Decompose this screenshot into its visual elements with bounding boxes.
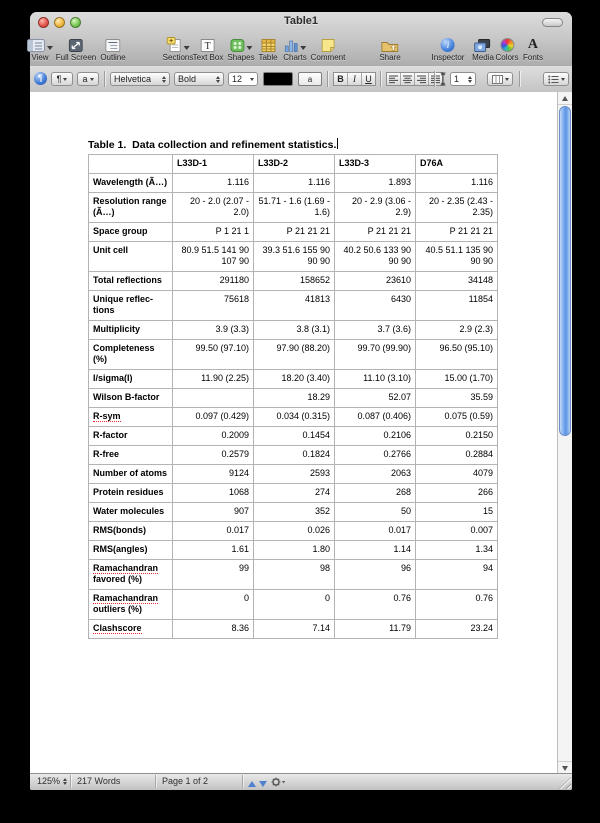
stepper-icon: [216, 76, 220, 83]
table-cell[interactable]: 1.80: [254, 541, 335, 560]
table-cell[interactable]: 96: [335, 560, 416, 590]
toolbar-item-media[interactable]: [472, 34, 494, 62]
table-row: [89, 446, 498, 465]
row-label[interactable]: R-factor: [89, 427, 173, 446]
word-count: 217 Words: [77, 776, 121, 786]
table-cell[interactable]: 0.76: [335, 590, 416, 620]
table-cell[interactable]: 18.29: [254, 389, 335, 408]
row-label[interactable]: R-free: [89, 446, 173, 465]
table-cell[interactable]: 1.116: [416, 174, 498, 193]
table-row: [89, 484, 498, 503]
row-label[interactable]: Wilson B-factor: [89, 389, 173, 408]
table-cell[interactable]: 0: [173, 590, 254, 620]
text-cursor: [337, 138, 338, 149]
colors-icon: [500, 38, 514, 52]
row-label[interactable]: Completeness (%): [89, 340, 173, 370]
row-label[interactable]: Ramachandran favored (%): [89, 560, 173, 590]
row-label[interactable]: [89, 620, 173, 639]
table-cell[interactable]: 39.3 51.6 155 90 90 90: [254, 242, 335, 272]
chevron-down-icon: [561, 78, 565, 81]
toolbar-item-view[interactable]: [27, 34, 53, 62]
table-cell[interactable]: 0.2579: [173, 446, 254, 465]
table-row: [89, 560, 498, 590]
document-heading[interactable]: [88, 138, 338, 151]
paragraph-format-button[interactable]: ¶: [34, 72, 47, 85]
toolbar-item-label: Shapes: [227, 53, 255, 62]
svg-text:T: T: [204, 41, 212, 52]
typeface-select[interactable]: [174, 72, 224, 86]
row-label[interactable]: RMS(bonds): [89, 522, 173, 541]
table-header-row: [89, 155, 498, 174]
table-cell[interactable]: 158652: [254, 272, 335, 291]
fonts-icon: A: [527, 37, 539, 52]
toolbar-item-charts[interactable]: [283, 34, 307, 62]
table-row: [89, 340, 498, 370]
table-row: [89, 427, 498, 446]
bold-button[interactable]: B: [334, 73, 348, 85]
share-icon: [381, 39, 398, 52]
arrow-down-icon: [562, 766, 568, 771]
table-row: [89, 503, 498, 522]
toolbar-item-label: Share: [379, 53, 401, 62]
table-row: [89, 590, 498, 620]
document-canvas: [30, 92, 572, 774]
toolbar-item-label: Fonts: [522, 53, 544, 62]
table-cell[interactable]: 9124: [173, 465, 254, 484]
table-cell[interactable]: 268: [335, 484, 416, 503]
heading-text: Table 1. Data collection and refinement statistics.: [88, 139, 337, 151]
page-indicator: Page 1 of 2: [162, 776, 209, 786]
textbox-icon: [201, 39, 215, 52]
toolbar-item-label: Colors: [495, 53, 519, 62]
row-label[interactable]: Wavelength (Ã…): [89, 174, 173, 193]
divider: [327, 71, 328, 87]
divider: [434, 71, 435, 87]
table-cell[interactable]: 35.59: [416, 389, 498, 408]
table-cell[interactable]: 0.1454: [254, 427, 335, 446]
toolbar-item-full-screen[interactable]: [56, 34, 96, 62]
title-bar[interactable]: [30, 12, 572, 32]
table-cell[interactable]: 11854: [416, 291, 498, 321]
column-header[interactable]: L33D-3: [335, 155, 416, 174]
table-cell[interactable]: 52.07: [335, 389, 416, 408]
toolbar-item-shapes[interactable]: [227, 34, 254, 62]
row-label[interactable]: Multiplicity: [89, 321, 173, 340]
misspelled-word: Ramachandran: [93, 593, 159, 603]
table-cell[interactable]: 352: [254, 503, 335, 522]
table-row: [89, 272, 498, 291]
toolbar-item-inspector[interactable]: [432, 34, 465, 62]
table-cell[interactable]: 3.7 (3.6): [335, 321, 416, 340]
table-cell[interactable]: 1068: [173, 484, 254, 503]
media-icon: [474, 39, 491, 52]
table-cell[interactable]: 80.9 51.5 141 90 107 90: [173, 242, 254, 272]
row-label[interactable]: RMS(angles): [89, 541, 173, 560]
table-cell[interactable]: P 21 21 21: [335, 223, 416, 242]
table-cell[interactable]: 0.026: [254, 522, 335, 541]
chevron-down-icon: [47, 46, 53, 50]
table-cell[interactable]: 34148: [416, 272, 498, 291]
table-cell[interactable]: 0: [254, 590, 335, 620]
table-cell[interactable]: 1.116: [173, 174, 254, 193]
row-label[interactable]: Space group: [89, 223, 173, 242]
table-cell[interactable]: 1.34: [416, 541, 498, 560]
table-cell[interactable]: 97.90 (88.20): [254, 340, 335, 370]
table-cell[interactable]: 274: [254, 484, 335, 503]
bold-italic-underline-group: [333, 72, 376, 86]
table-cell[interactable]: 20 - 2.0 (2.07 - 2.0): [173, 193, 254, 223]
table-cell[interactable]: 3.8 (3.1): [254, 321, 335, 340]
table-cell[interactable]: 0.017: [173, 522, 254, 541]
toolbar: [30, 32, 572, 66]
table-cell[interactable]: 18.20 (3.40): [254, 370, 335, 389]
zoom-stepper[interactable]: [63, 778, 67, 785]
outline-icon: [105, 39, 120, 52]
paragraph-style-label: ¶: [56, 74, 62, 84]
view-icon: [27, 39, 45, 52]
sections-icon: [167, 37, 182, 52]
toolbar-item-sections[interactable]: [163, 34, 194, 62]
table-row: [89, 620, 498, 639]
table-cell[interactable]: 15.00 (1.70): [416, 370, 498, 389]
arrow-up-icon: [248, 781, 256, 787]
misspelled-word: Ramachandran: [93, 563, 159, 573]
divider: [380, 71, 381, 87]
status-gear-menu[interactable]: [271, 777, 285, 787]
table-cell[interactable]: 75618: [173, 291, 254, 321]
toolbar-item-label: Comment: [310, 53, 346, 62]
charts-icon: [284, 39, 298, 52]
window-chrome: [30, 12, 572, 67]
table-cell[interactable]: 0.034 (0.315): [254, 408, 335, 427]
table-row: [89, 193, 498, 223]
table-row: [89, 408, 498, 427]
table-cell[interactable]: 3.9 (3.3): [173, 321, 254, 340]
corner-cell[interactable]: [89, 155, 173, 174]
divider: [104, 71, 105, 87]
row-label[interactable]: I/sigma(I): [89, 370, 173, 389]
table-cell[interactable]: 99: [173, 560, 254, 590]
line-spacing-value: 1: [454, 74, 460, 84]
previous-page-button[interactable]: [248, 779, 256, 789]
table-cell[interactable]: 40.5 51.1 135 90 90 90: [416, 242, 498, 272]
table-cell[interactable]: 11.90 (2.25): [173, 370, 254, 389]
list-style-dropdown[interactable]: [543, 72, 569, 86]
table-icon: [261, 39, 275, 52]
font-size-select[interactable]: [228, 72, 258, 86]
chevron-down-icon: [505, 78, 509, 81]
table-row: [89, 522, 498, 541]
shapes-icon: [230, 39, 244, 52]
table-cell[interactable]: 0.017: [335, 522, 416, 541]
row-label[interactable]: Unit cell: [89, 242, 173, 272]
toolbar-item-label: Media: [472, 53, 494, 62]
underline-button[interactable]: U: [365, 74, 372, 84]
table-cell[interactable]: 23.24: [416, 620, 498, 639]
table-row: [89, 223, 498, 242]
scroll-up-arrow[interactable]: [558, 92, 572, 105]
table-cell[interactable]: 0.2766: [335, 446, 416, 465]
character-style-label: a: [82, 74, 88, 84]
divider: [155, 775, 156, 788]
text-color-well[interactable]: [263, 72, 293, 86]
table-cell[interactable]: 7.14: [254, 620, 335, 639]
toolbar-item-fonts[interactable]: [523, 34, 543, 62]
table-cell[interactable]: 0.097 (0.429): [173, 408, 254, 427]
chevron-down-icon: [90, 78, 94, 81]
paragraph-style-dropdown[interactable]: [51, 72, 73, 86]
toolbar-item-label: Inspector: [431, 53, 465, 62]
row-label[interactable]: [89, 408, 173, 427]
table-cell[interactable]: 4079: [416, 465, 498, 484]
table-cell[interactable]: 50: [335, 503, 416, 522]
stats-table: [88, 154, 498, 639]
table-cell[interactable]: 1.116: [254, 174, 335, 193]
divider: [242, 775, 243, 788]
arrow-up-icon: [562, 96, 568, 101]
table-cell[interactable]: 0.2009: [173, 427, 254, 446]
toolbar-item-share[interactable]: [379, 34, 400, 62]
table-cell[interactable]: 907: [173, 503, 254, 522]
inspector-icon: i: [441, 38, 455, 52]
table-cell[interactable]: 99.50 (97.10): [173, 340, 254, 370]
toolbar-item-table[interactable]: [258, 34, 277, 62]
toolbar-item-label: Full Screen: [55, 53, 97, 62]
comment-icon: [322, 39, 335, 52]
table-row: [89, 291, 498, 321]
font-family-value: Helvetica: [114, 74, 152, 84]
toolbar-item-label: Outline: [100, 53, 126, 62]
columns-icon: [492, 75, 503, 84]
resize-grip[interactable]: [559, 777, 571, 789]
column-header[interactable]: D76A: [416, 155, 498, 174]
table-cell[interactable]: 94: [416, 560, 498, 590]
highlight-label: a: [307, 74, 313, 84]
chevron-down-icon: [250, 78, 254, 81]
table-row: [89, 389, 498, 408]
line-spacing-icon: [439, 72, 447, 86]
table-cell[interactable]: 6430: [335, 291, 416, 321]
row-label[interactable]: Ramachandran outliers (%): [89, 590, 173, 620]
align-left-button[interactable]: [387, 73, 401, 85]
table-cell[interactable]: 0.2884: [416, 446, 498, 465]
divider: [519, 71, 520, 87]
toolbar-item-text-box[interactable]: [193, 34, 224, 62]
list-icon: [548, 75, 559, 84]
table-cell[interactable]: 20 - 2.35 (2.43 - 2.35): [416, 193, 498, 223]
chevron-down-icon: [246, 46, 252, 50]
row-label[interactable]: Total reflections: [89, 272, 173, 291]
table-cell[interactable]: 51.71 - 1.6 (1.69 - 1.6): [254, 193, 335, 223]
column-header[interactable]: L33D-2: [254, 155, 335, 174]
columns-dropdown[interactable]: [487, 72, 513, 86]
table-cell[interactable]: 20 - 2.9 (3.06 - 2.9): [335, 193, 416, 223]
table-row: [89, 242, 498, 272]
chevron-down-icon: [63, 78, 67, 81]
table-cell[interactable]: [173, 389, 254, 408]
row-label[interactable]: Number of atoms: [89, 465, 173, 484]
column-header[interactable]: L33D-1: [173, 155, 254, 174]
toolbar-item-comment[interactable]: [311, 34, 346, 62]
toolbar-toggle-pill[interactable]: [542, 18, 563, 27]
table-cell[interactable]: 96.50 (95.10): [416, 340, 498, 370]
table-cell[interactable]: 0.2106: [335, 427, 416, 446]
status-bar: [30, 773, 572, 790]
format-bar: [30, 66, 572, 93]
table-row: [89, 321, 498, 340]
table-cell[interactable]: 8.36: [173, 620, 254, 639]
align-center-button[interactable]: [401, 73, 415, 85]
row-label[interactable]: Resolution range (Ã…): [89, 193, 173, 223]
row-label[interactable]: Protein residues: [89, 484, 173, 503]
table-cell[interactable]: 23610: [335, 272, 416, 291]
highlight-color-well[interactable]: [298, 72, 322, 86]
table-cell[interactable]: 0.087 (0.406): [335, 408, 416, 427]
toolbar-item-label: Charts: [283, 53, 307, 62]
pages-window: [30, 12, 572, 790]
scrollbar-thumb[interactable]: [559, 106, 571, 436]
table-cell[interactable]: 41813: [254, 291, 335, 321]
table-cell[interactable]: 0.76: [416, 590, 498, 620]
table-cell[interactable]: 1.893: [335, 174, 416, 193]
table-cell[interactable]: 2593: [254, 465, 335, 484]
toolbar-item-colors[interactable]: [495, 34, 518, 62]
toolbar-item-outline[interactable]: [100, 34, 125, 62]
fullscreen-icon: [69, 39, 83, 52]
table-cell[interactable]: 1.14: [335, 541, 416, 560]
font-size-value: 12: [232, 74, 243, 84]
table-cell[interactable]: P 21 21 21: [416, 223, 498, 242]
table-cell[interactable]: 40.2 50.6 133 90 90 90: [335, 242, 416, 272]
vertical-scrollbar[interactable]: [557, 92, 572, 774]
table-cell[interactable]: 15: [416, 503, 498, 522]
table-cell[interactable]: 11.79: [335, 620, 416, 639]
table-cell[interactable]: 1.61: [173, 541, 254, 560]
row-label[interactable]: Water molecules: [89, 503, 173, 522]
table-cell[interactable]: 99.70 (99.90): [335, 340, 416, 370]
table-cell[interactable]: 0.075 (0.59): [416, 408, 498, 427]
next-page-button[interactable]: [259, 779, 267, 789]
table-cell[interactable]: 11.10 (3.10): [335, 370, 416, 389]
misspelled-word: R-sym: [93, 411, 121, 421]
table-cell[interactable]: 98: [254, 560, 335, 590]
table-cell[interactable]: P 1 21 1: [173, 223, 254, 242]
toolbar-item-label: View: [31, 53, 49, 62]
table-cell[interactable]: 0.2150: [416, 427, 498, 446]
toolbar-item-label: Table: [258, 53, 278, 62]
misspelled-word: Clashscore: [93, 623, 142, 633]
table-cell[interactable]: 291180: [173, 272, 254, 291]
table-cell[interactable]: 2063: [335, 465, 416, 484]
zoom-level[interactable]: 125%: [37, 776, 61, 786]
table-row: [89, 465, 498, 484]
stepper-icon: [162, 76, 166, 83]
table-row: [89, 174, 498, 193]
table-row: [89, 541, 498, 560]
italic-button[interactable]: I: [348, 73, 362, 85]
table-cell[interactable]: P 21 21 21: [254, 223, 335, 242]
stepper-icon: [468, 76, 472, 83]
table-cell[interactable]: 2.9 (2.3): [416, 321, 498, 340]
row-label[interactable]: Unique reflections: [89, 291, 173, 321]
arrow-down-icon: [259, 781, 267, 787]
table-cell[interactable]: 0.007: [416, 522, 498, 541]
line-spacing-stepper[interactable]: [450, 72, 476, 86]
chevron-down-icon: [300, 46, 306, 50]
font-family-select[interactable]: [110, 72, 170, 86]
character-style-dropdown[interactable]: [77, 72, 99, 86]
typeface-value: Bold: [178, 74, 197, 84]
window-title: Table1: [283, 15, 319, 27]
table-row: [89, 370, 498, 389]
toolbar-item-label: Text Box: [192, 53, 224, 62]
table-cell[interactable]: 266: [416, 484, 498, 503]
divider: [70, 775, 71, 788]
align-right-button[interactable]: [415, 73, 429, 85]
chevron-down-icon: [184, 46, 190, 50]
toolbar-item-label: Sections: [162, 53, 194, 62]
table-cell[interactable]: 0.1824: [254, 446, 335, 465]
